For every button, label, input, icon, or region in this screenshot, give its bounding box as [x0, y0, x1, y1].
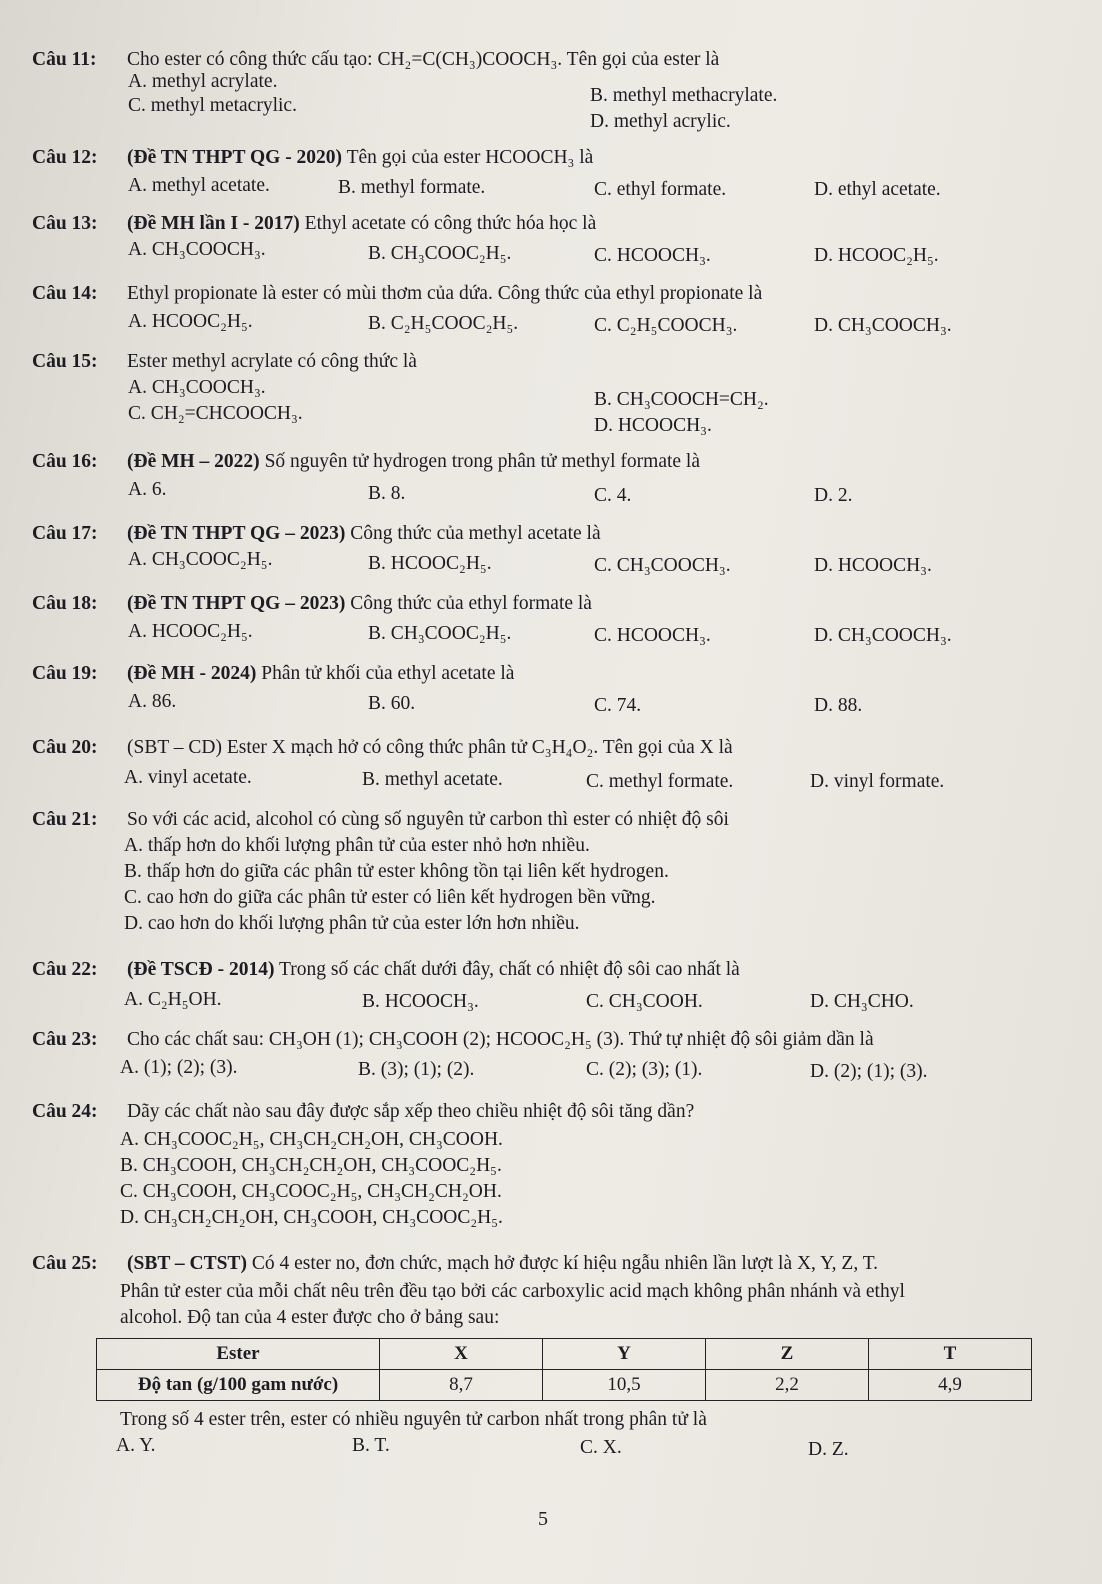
table-cell: Độ tan (g/100 gam nước)	[97, 1370, 380, 1401]
option-a: A. methyl acrylate.	[128, 71, 278, 92]
question-text: Cho ester có công thức cấu tạo: CH₂=C(CH₃)COOCH₃. Tên gọi của ester là	[127, 49, 720, 70]
option-b: B. C₂H₅COOC₂H₅.	[368, 313, 519, 334]
option-d: D. CH₃CH₂CH₂OH, CH₃COOH, CH₃COOC₂H₅.	[120, 1207, 503, 1228]
table-cell: 4,9	[869, 1370, 1032, 1401]
option-c: C. C₂H₅COOCH₃.	[594, 315, 738, 336]
option-b: B. methyl acetate.	[362, 769, 503, 790]
option-a: A. CH₃COOC₂H₅.	[128, 549, 273, 570]
option-d: D. HCOOC₂H₅.	[814, 245, 939, 266]
question-23: Câu 23: Cho các chất sau: CH₃OH (1); CH₃COOH (2); HCOOC₂H₅ (3). Thứ tự nhiệt độ sôi giảm dần là	[32, 1029, 874, 1050]
table-cell: 2,2	[706, 1370, 869, 1401]
page-number: 5	[538, 1508, 548, 1530]
option-d: D. (2); (1); (3).	[810, 1061, 928, 1082]
option-d: D. ethyl acetate.	[814, 179, 941, 200]
option-b: B. 8.	[368, 483, 406, 504]
option-b: B. methyl methacrylate.	[590, 85, 778, 106]
option-b: B. CH₃COOC₂H₅.	[368, 623, 512, 644]
question-22: Câu 22: (Đề TSCĐ - 2014) Trong số các chất dưới đây, chất có nhiệt độ sôi cao nhất là	[32, 959, 740, 980]
question-17: Câu 17: (Đề TN THPT QG – 2023) Công thức của methyl acetate là	[32, 523, 601, 544]
question-18: Câu 18: (Đề TN THPT QG – 2023) Công thức của ethyl formate là	[32, 593, 592, 614]
option-c: C. HCOOCH₃.	[594, 245, 711, 266]
option-b: B. CH₃COOH, CH₃CH₂CH₂OH, CH₃COOC₂H₅.	[120, 1155, 502, 1176]
option-a: A. HCOOC₂H₅.	[128, 621, 253, 642]
option-d: D. Z.	[808, 1439, 849, 1460]
option-c: C. methyl metacrylic.	[128, 95, 297, 116]
table-header-cell: Y	[543, 1339, 706, 1370]
option-a: A. HCOOC₂H₅.	[128, 311, 253, 332]
table-cell: 10,5	[543, 1370, 706, 1401]
question-24: Câu 24: Dãy các chất nào sau đây được sắp xếp theo chiều nhiệt độ sôi tăng dần?	[32, 1101, 695, 1122]
option-c: C. 4.	[594, 485, 632, 506]
option-d: D. 88.	[814, 695, 863, 716]
table-row	[97, 1370, 1032, 1401]
option-a: A. methyl acetate.	[128, 175, 270, 196]
option-c: C. HCOOCH₃.	[594, 625, 711, 646]
option-b: B. methyl formate.	[338, 177, 486, 198]
option-a: A. CH₃COOCH₃.	[128, 377, 266, 398]
question-text-line4: Trong số 4 ester trên, ester có nhiều nguyên tử carbon nhất trong phân tử là	[120, 1409, 707, 1430]
table-cell: 8,7	[380, 1370, 543, 1401]
option-c: C. methyl formate.	[586, 771, 734, 792]
question-14: Câu 14: Ethyl propionate là ester có mùi thơm của dứa. Công thức của ethyl propionate là	[32, 283, 763, 304]
question-20: Câu 20: (SBT – CD) Ester X mạch hở có công thức phân tử C₃H₄O₂. Tên gọi của X là	[32, 737, 733, 758]
option-b: B. HCOOC₂H₅.	[368, 553, 492, 574]
option-a: A. (1); (2); (3).	[120, 1057, 238, 1078]
option-d: D. cao hơn do khối lượng phân tử của ester lớn hơn nhiều.	[124, 913, 580, 934]
option-b: B. thấp hơn do giữa các phân tử ester không tồn tại liên kết hydrogen.	[124, 861, 669, 882]
option-a: A. 6.	[128, 479, 167, 500]
question-text-line2: Phân tử ester của mỗi chất nêu trên đều tạo bởi các carboxylic acid mạch không phân nhánh và ethyl	[120, 1281, 905, 1302]
option-c: C. CH₃COOH.	[586, 991, 703, 1012]
option-c: C. cao hơn do giữa các phân tử ester có liên kết hydrogen bền vững.	[124, 887, 656, 908]
option-b: B. T.	[352, 1435, 390, 1456]
option-a: A. thấp hơn do khối lượng phân tử của ester nhỏ hơn nhiều.	[124, 835, 590, 856]
question-19: Câu 19: (Đề MH - 2024) Phân tử khối của ethyl acetate là	[32, 663, 515, 684]
option-b: B. (3); (1); (2).	[358, 1059, 475, 1080]
option-c: C. CH₂=CHCOOCH₃.	[128, 403, 303, 424]
question-21: Câu 21: So với các acid, alcohol có cùng số nguyên tử carbon thì ester có nhiệt độ sôi	[32, 809, 729, 830]
option-d: D. HCOOCH₃.	[814, 555, 932, 576]
option-d: D. 2.	[814, 485, 853, 506]
solubility-table	[96, 1338, 1032, 1401]
question-25: Câu 25: (SBT – CTST) Có 4 ester no, đơn chức, mạch hở được kí hiệu ngẫu nhiên lần lượt là X, Y, Z, T.	[32, 1253, 879, 1274]
option-c: C. 74.	[594, 695, 642, 716]
question-15: Câu 15: Ester methyl acrylate có công thức là	[32, 351, 417, 372]
option-c: C. CH₃COOH, CH₃COOC₂H₅, CH₃CH₂CH₂OH.	[120, 1181, 502, 1202]
option-a: A. vinyl acetate.	[124, 767, 252, 788]
option-d: D. CH₃COOCH₃.	[814, 315, 952, 336]
option-d: D. vinyl formate.	[810, 771, 945, 792]
option-c: C. CH₃COOCH₃.	[594, 555, 731, 576]
option-d: D. CH₃COOCH₃.	[814, 625, 952, 646]
option-a: A. Y.	[116, 1435, 156, 1456]
option-c: C. ethyl formate.	[594, 179, 727, 200]
question-text-line3: alcohol. Độ tan của 4 ester được cho ở bảng sau:	[120, 1307, 500, 1328]
question-11	[32, 48, 1092, 72]
option-b: B. CH₃COOC₂H₅.	[368, 243, 512, 264]
option-a: A. C₂H₅OH.	[124, 989, 222, 1010]
option-a: A. 86.	[128, 691, 177, 712]
option-d: D. CH₃CHO.	[810, 991, 914, 1012]
table-header-cell: T	[869, 1339, 1032, 1370]
table-header-row	[97, 1339, 1032, 1370]
question-13: Câu 13: (Đề MH lần I - 2017) Ethyl acetate có công thức hóa học là	[32, 213, 597, 234]
option-a: A. CH₃COOCH₃.	[128, 239, 266, 260]
question-16: Câu 16: (Đề MH – 2022) Số nguyên tử hydrogen trong phân tử methyl formate là	[32, 451, 700, 472]
option-c: C. X.	[580, 1437, 622, 1458]
table-header-cell: X	[380, 1339, 543, 1370]
option-a: A. CH₃COOC₂H₅, CH₃CH₂CH₂OH, CH₃COOH.	[120, 1129, 503, 1150]
option-b: B. CH₃COOCH=CH₂.	[594, 389, 769, 410]
option-b: B. 60.	[368, 693, 416, 714]
option-d: D. methyl acrylic.	[590, 111, 731, 132]
option-d: D. HCOOCH₃.	[594, 415, 712, 436]
option-b: B. HCOOCH₃.	[362, 991, 479, 1012]
question-12: Câu 12: (Đề TN THPT QG - 2020) Tên gọi của ester HCOOCH₃ là	[32, 147, 594, 168]
table-header-cell: Z	[706, 1339, 869, 1370]
table-header-cell: Ester	[97, 1339, 380, 1370]
option-c: C. (2); (3); (1).	[586, 1059, 703, 1080]
question-label: Câu 11:	[32, 49, 97, 70]
